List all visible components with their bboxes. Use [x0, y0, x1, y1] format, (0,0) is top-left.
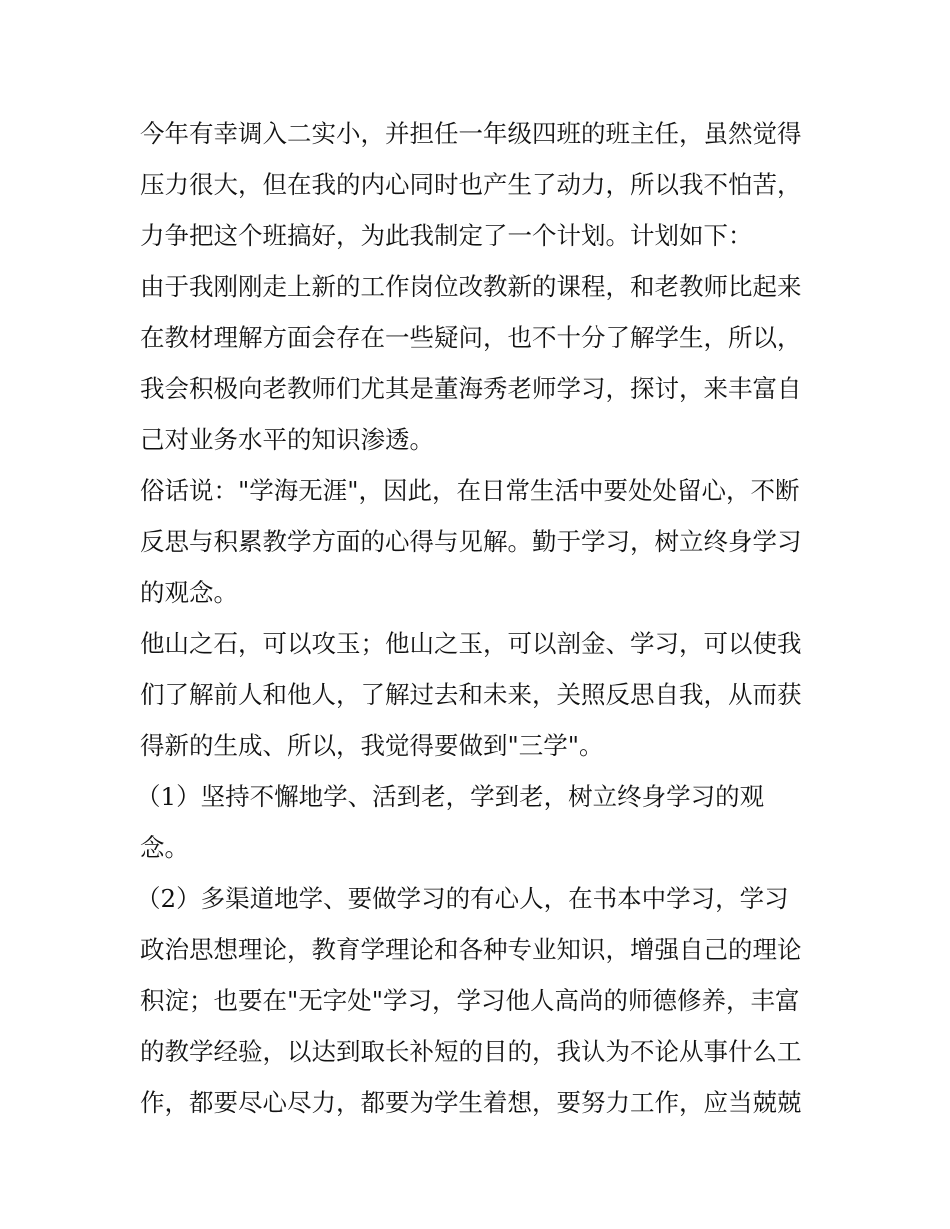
paragraph-learning-from-teachers [140, 261, 820, 465]
text-line: 俗话说："学海无涯"，因此，在日常生活中要处处留心，不断 [140, 476, 800, 505]
text-line: （2）多渠道地学、要做学习的有心人，在书本中学习，学习 [136, 884, 789, 913]
text-line: 我会积极向老教师们尤其是董海秀老师学习，探讨，来丰富自 [140, 374, 802, 403]
paragraph-intro [140, 108, 820, 261]
text-line: 在教材理解方面会存在一些疑问，也不十分了解学生，所以， [140, 323, 802, 352]
text-line: 的教学经验，以达到取长补短的目的，我认为不论从事什么工 [140, 1037, 802, 1066]
text-line: 得新的生成、所以，我觉得要做到"三学"。 [140, 731, 604, 760]
text-line: 压力很大，但在我的内心同时也产生了动力，所以我不怕苦， [140, 170, 802, 199]
paragraph-three-learnings [140, 618, 820, 771]
text-line: 由于我刚刚走上新的工作岗位改教新的课程，和老教师比起来 [140, 272, 802, 301]
list-item-2 [136, 873, 820, 1128]
text-line: 反思与积累教学方面的心得与见解。勤于学习，树立终身学习 [140, 527, 802, 556]
text-line: 今年有幸调入二实小，并担任一年级四班的班主任，虽然觉得 [140, 119, 802, 148]
text-line: 他山之石，可以攻玉；他山之玉，可以剖金、学习，可以使我 [140, 629, 802, 658]
text-line: 念。 [140, 833, 189, 862]
text-line: （1）坚持不懈地学、活到老，学到老，树立终身学习的观 [136, 782, 765, 811]
text-line: 积淀；也要在"无字处"学习，学习他人高尚的师德修养，丰富 [140, 986, 800, 1015]
text-line: 己对业务水平的知识渗透。 [140, 425, 434, 454]
text-line: 的观念。 [140, 578, 238, 607]
document-body [136, 108, 820, 1128]
text-line: 作，都要尽心尽力，都要为学生着想，要努力工作，应当兢兢 [140, 1088, 802, 1117]
paragraph-proverb [140, 465, 820, 618]
text-line: 们了解前人和他人，了解过去和未来，关照反思自我，从而获 [140, 680, 802, 709]
text-line: 政治思想理论，教育学理论和各种专业知识，增强自己的理论 [140, 935, 802, 964]
list-item-1 [136, 771, 820, 873]
text-line: 力争把这个班搞好，为此我制定了一个计划。计划如下： [140, 221, 753, 250]
